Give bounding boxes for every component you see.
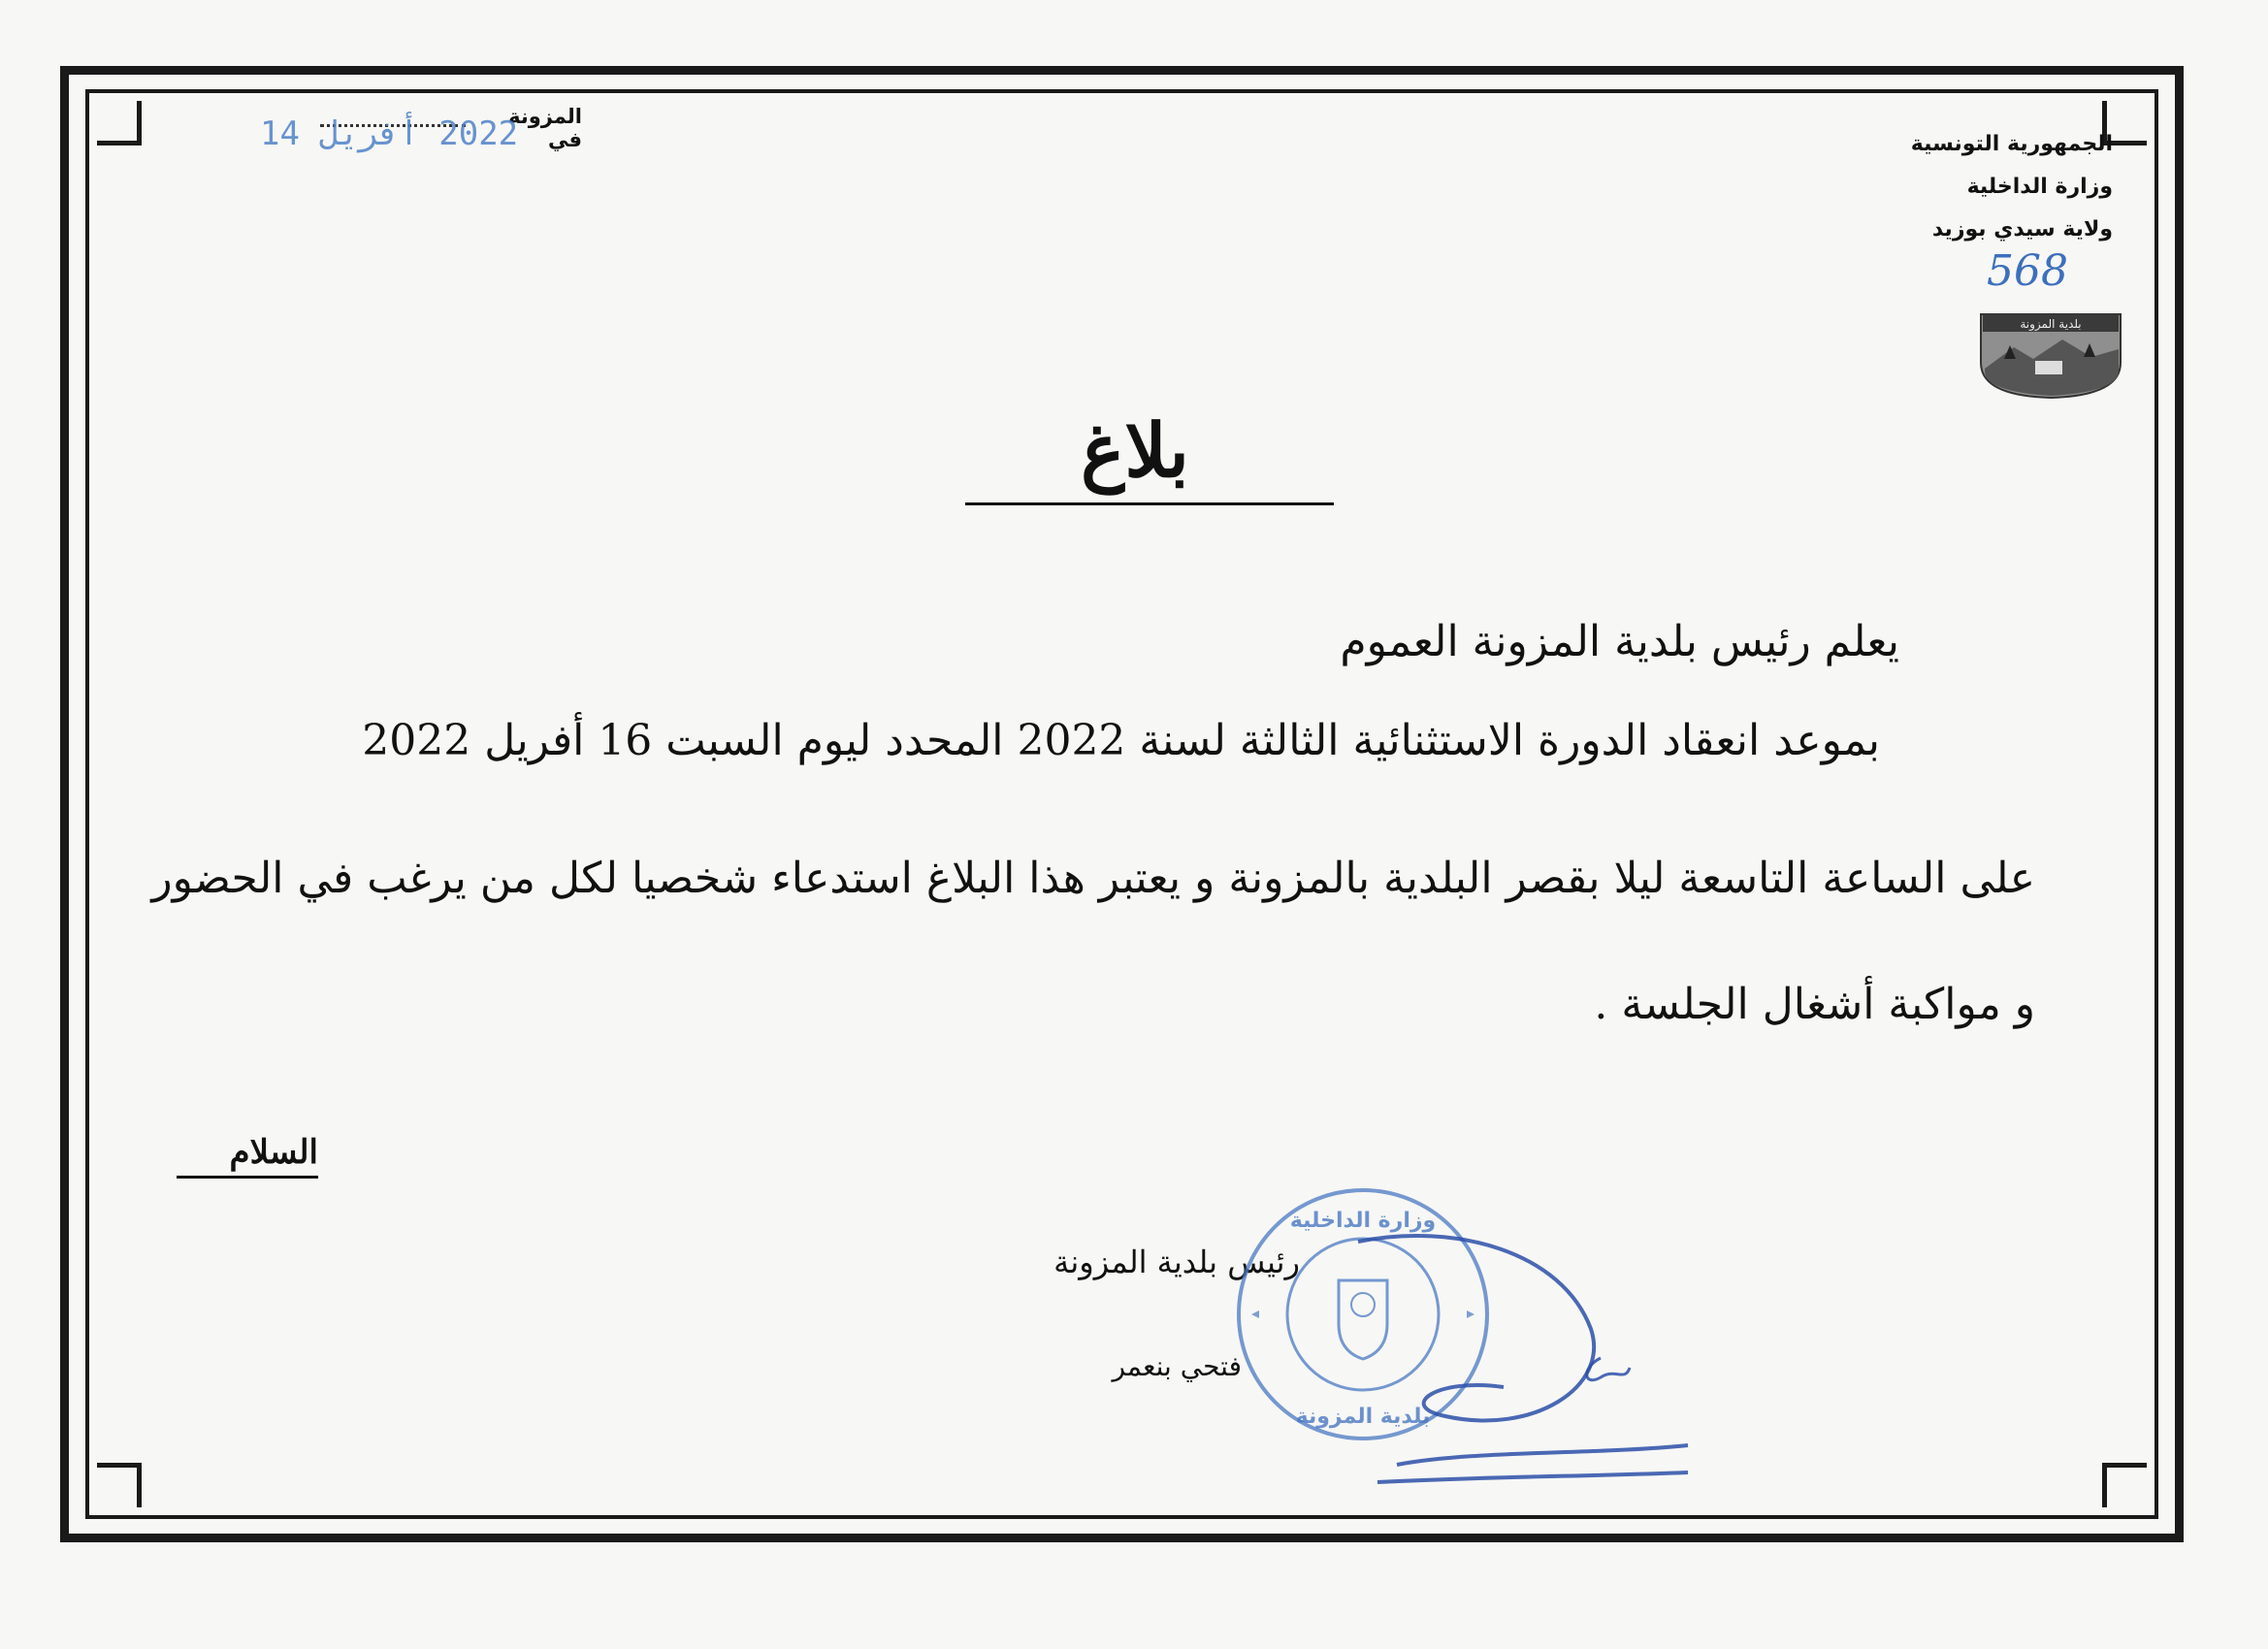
reference-number: 568 <box>1987 246 2068 296</box>
signatory-name: فتحي بنعمر <box>1112 1350 1242 1382</box>
body-line-2: بموعد انعقاد الدورة الاستثنائية الثالثة لسنة 2022 المحدد ليوم السبت 16 أفريل 2022 <box>362 716 1880 765</box>
border-corner-ornament <box>97 1463 142 1507</box>
header-governorate: ولاية سيدي بوزيد <box>1931 217 2113 242</box>
closing-underline <box>177 1176 318 1179</box>
closing-salutation: السلام <box>229 1133 318 1172</box>
inner-border <box>85 89 2158 1519</box>
border-corner-ornament <box>97 101 142 146</box>
title-underline <box>965 502 1334 505</box>
document-title: بلاغ <box>1081 407 1189 494</box>
seal-inner-text: بلدية المزونة <box>1295 1405 1431 1429</box>
header-ministry: وزارة الداخلية <box>1966 175 2113 199</box>
seal-outer-text: وزارة الداخلية <box>1289 1209 1437 1233</box>
date-stamp: 2022 أفريل 14 <box>260 114 519 153</box>
handwritten-signature <box>1339 1222 1707 1513</box>
place-label: المزونة في <box>508 105 582 151</box>
border-corner-ornament <box>2102 1463 2147 1507</box>
municipality-logo <box>1975 301 2126 400</box>
signatory-title: رئيس بلدية المزونة <box>1053 1244 1300 1280</box>
body-line-1: يعلم رئيس بلدية المزونة العموم <box>1340 617 1899 666</box>
body-line-3: على الساعة التاسعة ليلا بقصر البلدية بالمزونة و يعتبر هذا البلاغ استدعاء شخصيا لكل من يرغب في الحضور <box>151 854 2035 903</box>
logo-caption: بلدية المزونة <box>2020 317 2082 331</box>
header-republic: الجمهورية التونسية <box>1910 132 2113 156</box>
body-line-4: و مواكبة أشغال الجلسة . <box>1594 980 2035 1029</box>
